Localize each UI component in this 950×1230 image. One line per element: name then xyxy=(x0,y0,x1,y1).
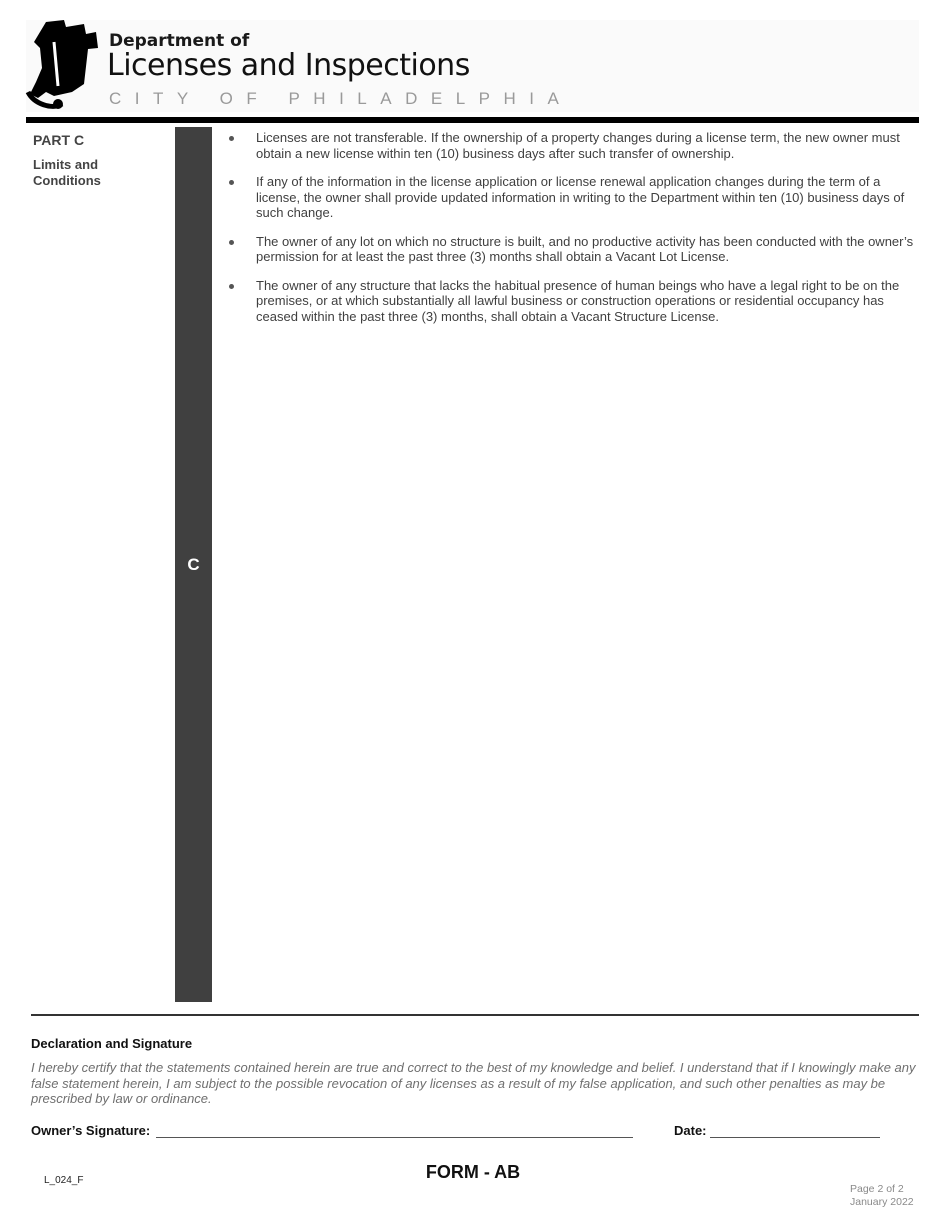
form-name: FORM - AB xyxy=(425,1162,521,1182)
list-item: The owner of any structure that lacks the habitual presence of human beings who have a legal right to be on the premises, or at which substantially all lawful business or construction operations or residential occupancy has ceased within the past three (3) months, shall obtain a Vacant Structure License. xyxy=(226,278,924,325)
part-letter: C xyxy=(187,554,200,574)
header-rule xyxy=(26,117,919,123)
dept-name: Licenses and Inspections xyxy=(107,48,470,83)
conditions-list xyxy=(226,130,924,337)
section-divider xyxy=(31,1014,919,1016)
signature-field[interactable] xyxy=(156,1137,633,1138)
part-title: PART C xyxy=(33,132,85,148)
list-item: If any of the information in the license application or license renewal application changes during the term of a license, the owner shall provide updated information in writing to the Department within ten (10) business days of such change. xyxy=(226,174,924,221)
liberty-bell-logo-icon xyxy=(24,18,102,110)
page-number: Page 2 of 2 xyxy=(850,1183,904,1195)
date-field[interactable] xyxy=(710,1137,880,1138)
dept-line: Department of xyxy=(109,31,250,51)
revision-date: January 2022 xyxy=(850,1196,914,1208)
part-subtitle: Limits and Conditions xyxy=(33,157,101,188)
list-item: Licenses are not transferable. If the ownership of a property changes during a license term, the new owner must obtain a new license within ten (10) business days after such transfer of ownership. xyxy=(226,130,924,161)
date-label: Date: xyxy=(674,1123,707,1138)
signature-label: Owner’s Signature: xyxy=(31,1123,151,1138)
declaration-text: I hereby certify that the statements contained herein are true and correct to the best of my knowledge and belief. I understand that if I knowingly make any false statement herein, I am subject to the possible revocation of any licenses as a result of my false application, and such other penalties as may be prescribed by law or ordinance. xyxy=(31,1060,916,1106)
page-info xyxy=(850,1183,914,1209)
declaration-title: Declaration and Signature xyxy=(31,1036,193,1051)
list-item: The owner of any lot on which no structure is built, and no productive activity has been conducted with the owner’s permission for at least the past three (3) months shall obtain a Vacant Lot License. xyxy=(226,234,924,265)
form-code: L_024_F xyxy=(44,1175,84,1186)
part-side-bar xyxy=(175,127,212,1002)
city-name: CITY OF PHILADELPHIA xyxy=(109,89,573,108)
